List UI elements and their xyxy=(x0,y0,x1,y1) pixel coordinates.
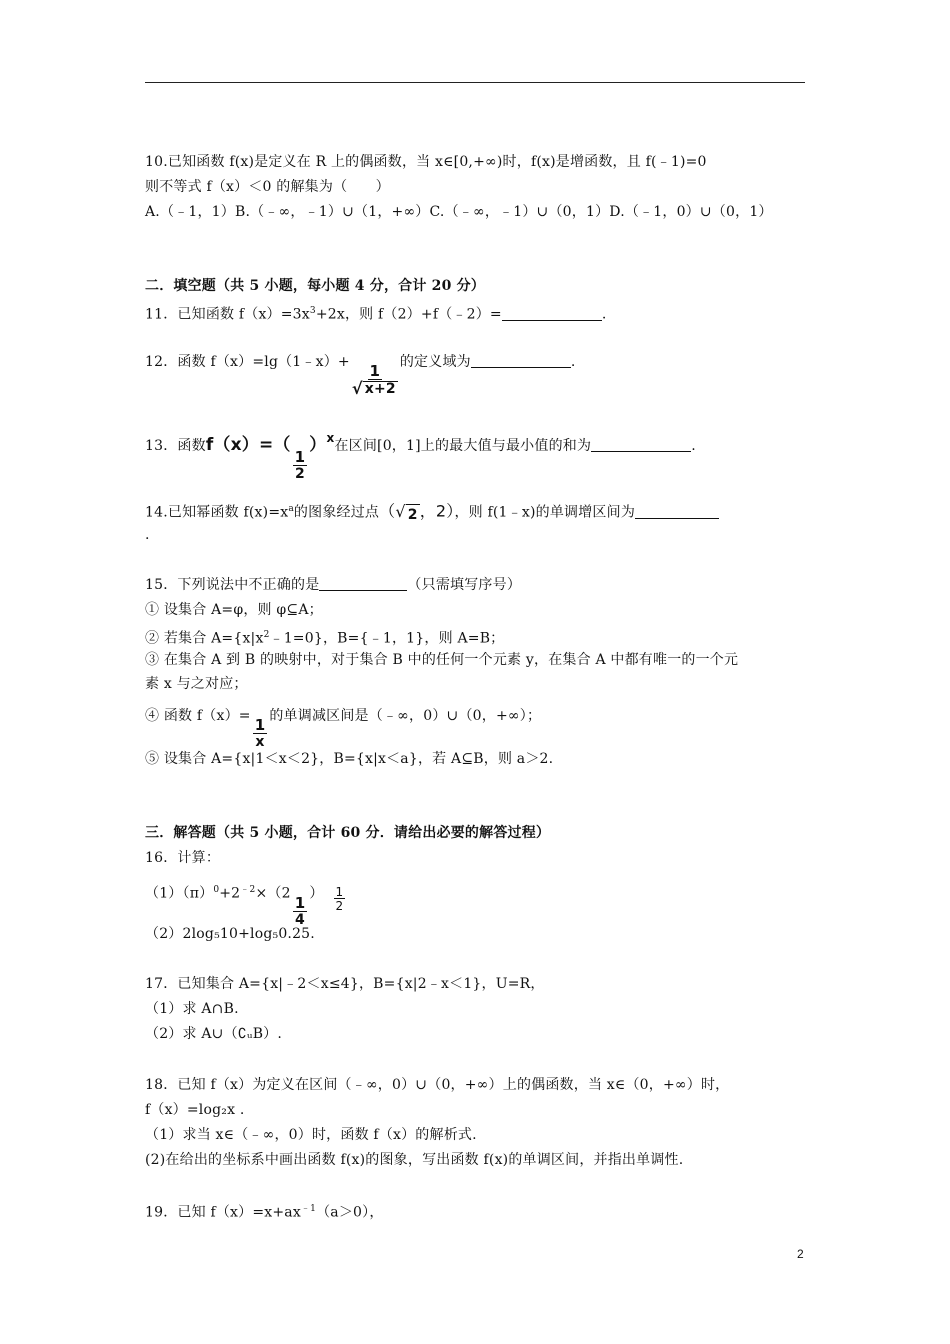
q15-s4-fraction xyxy=(253,718,268,749)
q14 xyxy=(145,499,719,525)
q16-p1-exponent xyxy=(334,886,346,912)
q12-pre: 12．函数 f（x）=lg（1﹣x）+ xyxy=(145,354,350,370)
q15-s2-pre: ② 若集合 A={x|x xyxy=(145,630,264,647)
q14-pre: 14.已知幂函数 f(x)=x xyxy=(145,504,289,521)
q14-cont: . xyxy=(145,527,150,543)
q18-part2: (2)在给出的坐标系中画出函数 f(x)的图象，写出函数 f(x)的单调区间，并指出单调性. xyxy=(145,1152,684,1168)
q18-line1: 18．已知 f（x）为定义在区间（﹣∞，0）∪（0，+∞）上的偶函数，当 x∈（0，+∞）时， xyxy=(145,1077,730,1093)
q14-mid1: 的图象经过点 xyxy=(293,504,380,521)
q16-p1-den: 4 xyxy=(295,911,305,928)
q13-fraction xyxy=(293,450,308,481)
q15-statement-5: ⑤ 设集合 A={x|1＜x＜2}，B={x|x＜a}，若 A⊆B，则 a＞2. xyxy=(145,751,554,767)
q15-hint: （只需填写序号） xyxy=(407,577,522,593)
q16-p1-mid: +2 xyxy=(219,885,241,902)
q10-line1: 10.已知函数 f(x)是定义在 R 上的偶函数，当 x∈[0,+∞)时，f(x)是增函数，且 f(﹣1)=0 xyxy=(145,154,707,170)
q15-statement-1: ① 设集合 A=φ，则 φ⊆A； xyxy=(145,602,323,618)
q15-s4-num: 1 xyxy=(254,716,266,734)
q12-fraction xyxy=(352,364,398,397)
q12-frac-num: 1 xyxy=(369,362,381,380)
q15-statement-3a: ③ 在集合 A 到 B 的映射中，对于集合 B 中的任何一个元素 y，在集合 A 中都有唯一的一个元 xyxy=(145,652,739,668)
q17-part2: （2）求 A∪（∁ᵤB）. xyxy=(145,1026,283,1042)
q11 xyxy=(145,301,607,325)
q12-answer-blank[interactable] xyxy=(471,353,571,368)
q19-sup: ﹣1 xyxy=(300,1204,317,1214)
q13-frac-num: 1 xyxy=(294,448,306,466)
q16-p1-pre: （1）（π） xyxy=(145,885,214,902)
q16-p1-exp-den: 2 xyxy=(335,898,344,913)
q12-sqrt: √ x+2 xyxy=(351,379,396,398)
q15-statement-2 xyxy=(145,625,504,649)
q11-answer-blank[interactable] xyxy=(502,306,602,321)
q16-p1-post: ×（2 xyxy=(255,885,291,902)
q15-title: 15．下列说法中不正确的是 xyxy=(145,577,320,593)
q14-sqrt: √ 2 xyxy=(395,501,418,523)
q11-mid: +2x，则 f（2）+f（﹣2）= xyxy=(315,306,502,323)
header-rule xyxy=(145,82,805,83)
q11-sup: 3 xyxy=(309,306,316,316)
q11-post: . xyxy=(601,306,607,323)
q18-part1: （1）求当 x∈（﹣∞，0）时，函数 f（x）的解析式. xyxy=(145,1127,477,1143)
q14-point-open: （ xyxy=(379,501,396,521)
q12-post: . xyxy=(570,354,576,370)
q13-answer-blank[interactable] xyxy=(591,437,691,452)
q15-s4-pre: ④ 函数 f（x）= xyxy=(145,708,251,724)
q12-mid: 的定义域为 xyxy=(399,354,471,370)
q16-part1 xyxy=(145,880,347,927)
q16-p1-close: ） xyxy=(309,885,324,902)
q17-part1: （1）求 A∩B. xyxy=(145,1001,239,1017)
q15-answer-blank[interactable] xyxy=(319,576,407,591)
q15-s4-den: x xyxy=(255,734,265,750)
q10-line2: 则不等式 f（x）＜0 的解集为（ ） xyxy=(145,179,390,195)
section3-title: 三．解答题（共 5 小题，合计 60 分．请给出必要的解答过程） xyxy=(145,825,551,841)
q10-options: A.（﹣1，1）B.（﹣∞，﹣1）∪（1，+∞）C.（﹣∞，﹣1）∪（0，1）D.（﹣1，0）∪（0，1） xyxy=(145,204,773,220)
q16-p1-sup0: 0 xyxy=(213,885,220,895)
q13-exp: x xyxy=(326,431,335,445)
q15-statement-4 xyxy=(145,706,541,749)
q14-mid2: ，则 f(1﹣x)的单调增区间为 xyxy=(454,504,636,521)
page-number: 2 xyxy=(797,1247,804,1261)
q12-radicand: x+2 xyxy=(364,381,396,397)
q17-title: 17．已知集合 A={x|﹣2＜x≤4}，B={x|2﹣x＜1}，U=R， xyxy=(145,976,545,992)
q16-part2: （2）2log₅10+log₅0.25. xyxy=(145,926,315,942)
q16-p1-sup: ﹣2 xyxy=(240,885,256,895)
q13: 13．函数f（x）=（ $\frac{1}{2}$ ）$^x$在区间[0，1]上的最大值与最小值的和为 . xyxy=(145,431,696,482)
q16-p1-fraction xyxy=(293,893,308,928)
q15-statement-3b: 素 x 与之对应； xyxy=(145,676,248,692)
q18-line2: f（x）=log₂x . xyxy=(145,1102,245,1118)
q16-p1-num: 1 xyxy=(294,893,306,912)
q19-pre: 19．已知 f（x）=x+ax xyxy=(145,1204,301,1221)
q14-answer-blank[interactable] xyxy=(635,504,719,519)
q13-fx: f（x）=（ xyxy=(205,435,291,455)
q13-post: . xyxy=(691,438,696,454)
q11-pre: 11．已知函数 f（x）=3x xyxy=(145,306,310,323)
q15-title-line xyxy=(145,575,521,595)
q13-pre: 13．函数 xyxy=(145,438,206,454)
q12 xyxy=(145,352,576,397)
q14-radicand: 2 xyxy=(406,504,420,525)
q13-frac-den: 2 xyxy=(294,466,305,482)
section2-title: 二．填空题（共 5 小题，每小题 4 分，合计 20 分） xyxy=(145,278,486,294)
q15-s2-sup: 2 xyxy=(263,630,270,640)
q15-s2-post: ﹣1=0}，B={﹣1，1}，则 A=B； xyxy=(269,630,505,647)
q15-s4-post: 的单调减区间是（﹣∞，0）∪（0，+∞）； xyxy=(269,708,542,724)
q14-sup: a xyxy=(288,504,294,514)
q16-title: 16．计算： xyxy=(145,850,221,866)
q19 xyxy=(145,1199,384,1223)
q16-p1-exp-num: 1 xyxy=(335,884,344,899)
q13-mid: 在区间[0，1]上的最大值与最小值的和为 xyxy=(334,438,592,454)
q14-point-rest: ，2） xyxy=(419,501,455,521)
q19-post: （a＞0）， xyxy=(316,1204,384,1221)
